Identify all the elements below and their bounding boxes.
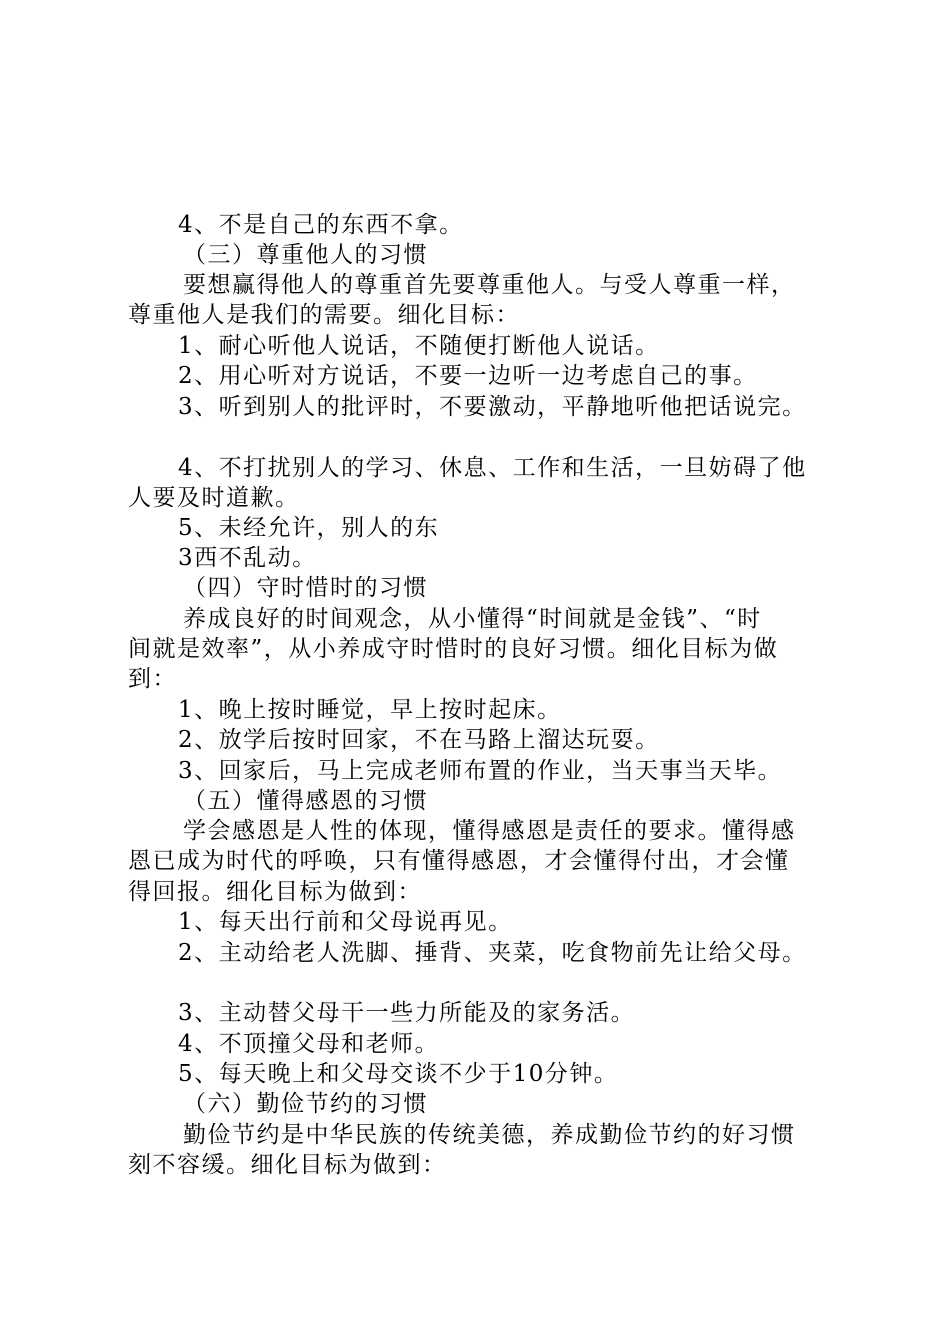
- list-item: 3、回家后，马上完成老师布置的作业，当天事当天毕。: [178, 758, 783, 784]
- list-item: 2、放学后按时回家，不在马路上溜达玩耍。: [178, 727, 660, 753]
- list-item: 2、主动给老人洗脚、捶背、夹菜，吃食物前先让给父母。: [178, 940, 807, 966]
- text-line: 人要及时道歉。: [128, 485, 300, 511]
- text-line: 4、不是自己的东西不拿。: [178, 212, 464, 238]
- text-line: 养成良好的时间观念，从小懂得“时间就是金钱”、“时: [183, 606, 762, 632]
- text-line: 学会感恩是人性的体现，懂得感恩是责任的要求。懂得感: [183, 818, 796, 844]
- text-line: 要想赢得他人的尊重首先要尊重他人。与受人尊重一样，: [183, 272, 796, 298]
- section-heading: （五）懂得感恩的习惯: [183, 788, 428, 814]
- section-heading: （三）尊重他人的习惯: [183, 242, 428, 268]
- text-line: 3西不乱动。: [178, 545, 317, 571]
- text-line: 到：: [128, 666, 177, 692]
- list-item: 5、每天晚上和父母交谈不少于10分钟。: [178, 1061, 619, 1087]
- text-line: 尊重他人是我们的需要。细化目标：: [128, 302, 520, 328]
- list-item: 3、听到别人的批评时，不要激动，平静地听他把话说完。: [178, 394, 807, 420]
- list-item: 1、每天出行前和父母说再见。: [178, 909, 513, 935]
- section-heading: （六）勤俭节约的习惯: [183, 1091, 428, 1117]
- list-item: 4、不打扰别人的学习、休息、工作和生活，一旦妨碍了他: [178, 455, 807, 481]
- text-line: 得回报。细化目标为做到：: [128, 879, 422, 905]
- text-line: 间就是效率”，从小养成守时惜时的良好习惯。细化目标为做: [128, 636, 779, 662]
- text-line: 勤俭节约是中华民族的传统美德，养成勤俭节约的好习惯: [183, 1122, 796, 1148]
- list-item: 3、主动替父母干一些力所能及的家务活。: [178, 1000, 636, 1026]
- list-item: 5、未经允许，别人的东: [178, 515, 440, 541]
- text-line: 恩已成为时代的呼唤，只有懂得感恩，才会懂得付出，才会懂: [128, 848, 790, 874]
- list-item: 2、用心听对方说话，不要一边听一边考虑自己的事。: [178, 363, 758, 389]
- section-heading: （四）守时惜时的习惯: [183, 575, 428, 601]
- list-item: 4、不顶撞父母和老师。: [178, 1031, 440, 1057]
- list-item: 1、耐心听他人说话，不随便打断他人说话。: [178, 333, 660, 359]
- list-item: 1、晚上按时睡觉，早上按时起床。: [178, 697, 562, 723]
- text-line: 刻不容缓。细化目标为做到：: [128, 1152, 447, 1178]
